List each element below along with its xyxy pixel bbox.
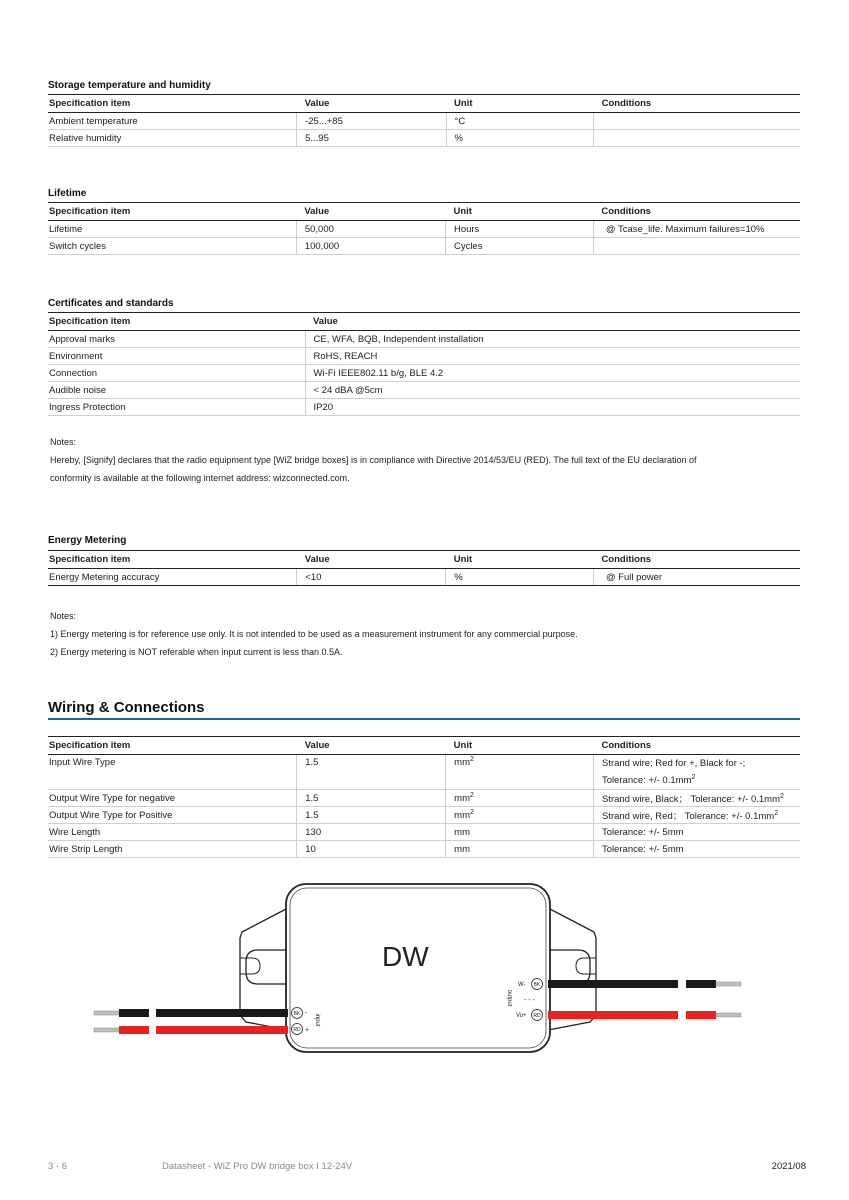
table-row	[48, 348, 800, 365]
table-header-row	[48, 95, 800, 113]
table-row	[48, 331, 800, 348]
cell-unit: $mm^2$	[446, 807, 594, 824]
header-conditions: Conditions	[594, 95, 800, 113]
notes-line: Hereby, [Signify] declares that the radio equipment type [WiZ bridge boxes] is in compliance with Directive 2014/53/EU (RED). The full text of the EU declaration of	[50, 455, 697, 465]
footer-page-number: 3 - 6	[48, 1161, 68, 1172]
device-label: DW	[382, 941, 429, 972]
table-row	[48, 569, 800, 586]
footer-doc-title: Datasheet - WiZ Pro DW bridge box I 12-24V	[162, 1161, 353, 1172]
storage-title: Storage temperature and humidity	[48, 80, 211, 91]
energy-table	[48, 550, 800, 586]
cell-value: RoHS, REACH	[305, 348, 800, 365]
heading-rule	[48, 718, 800, 720]
left-tab-slot	[246, 950, 288, 984]
cell-item: Output Wire Type for Positive	[48, 807, 297, 824]
energy-title: Energy Metering	[48, 535, 127, 546]
header-value: Value	[296, 203, 445, 221]
cell-conditions	[594, 113, 800, 130]
cell-conditions: @ Full power	[593, 569, 800, 586]
cell-value: 130	[297, 824, 446, 841]
notes-label: Notes:	[50, 437, 77, 447]
cell-value: Wi-Fi IEEE802.11 b/g, BLE 4.2	[305, 365, 800, 382]
cell-item: Output Wire Type for negative	[48, 790, 297, 807]
cell-unit: %	[446, 569, 594, 586]
notes-label: Notes:	[50, 611, 77, 621]
header-unit: Unit	[446, 737, 594, 755]
header-conditions: Conditions	[593, 203, 800, 221]
header-unit: Unit	[446, 551, 594, 569]
cell-value: 100,000	[296, 238, 445, 255]
cell-conditions: Strand wire, Red； Tolerance: +/- $0.1mm^2$	[593, 807, 800, 824]
cell-item: Input Wire Type	[48, 755, 297, 790]
cell-value: 1.5	[297, 807, 446, 824]
table-row	[48, 824, 800, 841]
cell-value: 1.5	[297, 790, 446, 807]
header-value: Value	[305, 313, 800, 331]
footer-date: 2021/08	[771, 1161, 806, 1172]
cell-conditions: @ Tcase_life. Maximum failures=10%	[593, 221, 800, 238]
cell-item: Wire Strip Length	[48, 841, 297, 858]
lifetime-title: Lifetime	[48, 188, 87, 199]
output-bk-label: BK	[533, 982, 541, 988]
wiring-diagram	[90, 880, 750, 1060]
header-conditions: Conditions	[593, 551, 800, 569]
header-spec-item: Specification item	[48, 95, 297, 113]
table-row	[48, 755, 800, 790]
notes-block	[50, 607, 578, 661]
output-black-strip	[716, 982, 741, 986]
cell-item: Approval marks	[48, 331, 305, 348]
output-minus-label: W-	[518, 982, 526, 988]
input-red-wire-stub	[119, 1026, 149, 1034]
right-tab-slot-inner	[576, 958, 596, 974]
header-spec-item: Specification item	[48, 313, 305, 331]
table-row	[48, 382, 800, 399]
cell-item: Wire Length	[48, 824, 297, 841]
cell-unit: $mm^2$	[446, 755, 594, 790]
output-dashes: - - -	[524, 997, 535, 1004]
output-red-strip	[716, 1013, 741, 1017]
cell-unit: °C	[446, 113, 594, 130]
table-row	[48, 365, 800, 382]
cell-item: Connection	[48, 365, 305, 382]
input-black-wire	[156, 1009, 288, 1017]
wiring-table	[48, 736, 800, 858]
output-rd-label: RD	[533, 1013, 541, 1019]
cell-unit: Hours	[445, 221, 593, 238]
cell-value: 50,000	[296, 221, 445, 238]
cell-unit: mm	[446, 841, 594, 858]
cell-item: Relative humidity	[48, 130, 297, 147]
certificates-title: Certificates and standards	[48, 298, 174, 309]
output-black-wire-stub	[686, 980, 716, 988]
cell-item: Switch cycles	[48, 238, 296, 255]
header-spec-item: Specification item	[48, 551, 297, 569]
cell-value: < 24 dBA @5cm	[305, 382, 800, 399]
storage-table	[48, 94, 800, 147]
wiring-heading: Wiring & Connections	[48, 699, 205, 716]
header-spec-item: Specification item	[48, 203, 296, 221]
table-header-row	[48, 313, 800, 331]
output-plus-label: Vo+	[516, 1013, 527, 1019]
table-header-row	[48, 737, 800, 755]
input-red-strip	[94, 1028, 119, 1032]
cell-conditions: Strand wire, Black； Tolerance: +/- $0.1mm^2$	[593, 790, 800, 807]
cell-value: 5...95	[297, 130, 446, 147]
input-black-strip	[94, 1011, 119, 1015]
header-value: Value	[297, 95, 446, 113]
cell-unit: $mm^2$	[446, 790, 594, 807]
input-red-wire	[156, 1026, 288, 1034]
input-bk-label: BK	[293, 1011, 301, 1017]
table-row	[48, 790, 800, 807]
cell-value: 1.5	[297, 755, 446, 790]
cell-item: Ingress Protection	[48, 399, 305, 416]
cell-value: 10	[297, 841, 446, 858]
output-red-wire-stub	[686, 1011, 716, 1019]
table-header-row	[48, 203, 800, 221]
header-unit: Unit	[445, 203, 593, 221]
left-tab-slot-inner	[240, 958, 260, 974]
output-red-wire	[548, 1011, 678, 1019]
table-header-row	[48, 551, 800, 569]
output-label: output	[506, 989, 512, 1007]
header-value: Value	[297, 737, 446, 755]
cell-value: -25...+85	[297, 113, 446, 130]
notes-line: conformity is available at the following internet address: wizconnected.com.	[50, 473, 350, 483]
notes-line: 1) Energy metering is for reference use only. It is not intended to be used as a measurement instrument for any commercial purpose.	[50, 629, 578, 639]
input-plus-sign: +	[305, 1027, 310, 1034]
table-row	[48, 807, 800, 824]
cell-item: Ambient temperature	[48, 113, 297, 130]
right-tab-slot	[548, 950, 590, 984]
cell-conditions: Strand wire; Red for +, Black for -; Tolerance: +/- $0.1mm^2$	[593, 755, 800, 790]
table-row	[48, 221, 800, 238]
input-label: input	[314, 1013, 320, 1027]
cell-item: Environment	[48, 348, 305, 365]
cell-item: Audible noise	[48, 382, 305, 399]
cell-item: Energy Metering accuracy	[48, 569, 297, 586]
output-black-wire	[548, 980, 678, 988]
cell-conditions	[593, 238, 800, 255]
table-row	[48, 399, 800, 416]
cell-conditions	[594, 130, 800, 147]
table-row	[48, 238, 800, 255]
table-row	[48, 113, 800, 130]
table-row	[48, 130, 800, 147]
cell-value: IP20	[305, 399, 800, 416]
header-spec-item: Specification item	[48, 737, 297, 755]
cell-unit: Cycles	[445, 238, 593, 255]
cell-conditions: Tolerance: +/- 5mm	[593, 824, 800, 841]
header-unit: Unit	[446, 95, 594, 113]
input-minus-sign: -	[305, 1010, 308, 1017]
lifetime-table	[48, 202, 800, 255]
notes-line: 2) Energy metering is NOT referable when input current is less than 0.5A.	[50, 647, 343, 657]
cell-value: <10	[297, 569, 446, 586]
cell-value: CE, WFA, BQB, Independent installation	[305, 331, 800, 348]
table-row	[48, 841, 800, 858]
header-conditions: Conditions	[593, 737, 800, 755]
cell-unit: mm	[446, 824, 594, 841]
certificates-table	[48, 312, 800, 416]
header-value: Value	[297, 551, 446, 569]
notes-block	[50, 433, 696, 487]
input-rd-label: RD	[293, 1027, 301, 1033]
cell-unit: %	[446, 130, 594, 147]
input-black-wire-stub	[119, 1009, 149, 1017]
cell-conditions: Tolerance: +/- 5mm	[593, 841, 800, 858]
cell-item: Lifetime	[48, 221, 296, 238]
